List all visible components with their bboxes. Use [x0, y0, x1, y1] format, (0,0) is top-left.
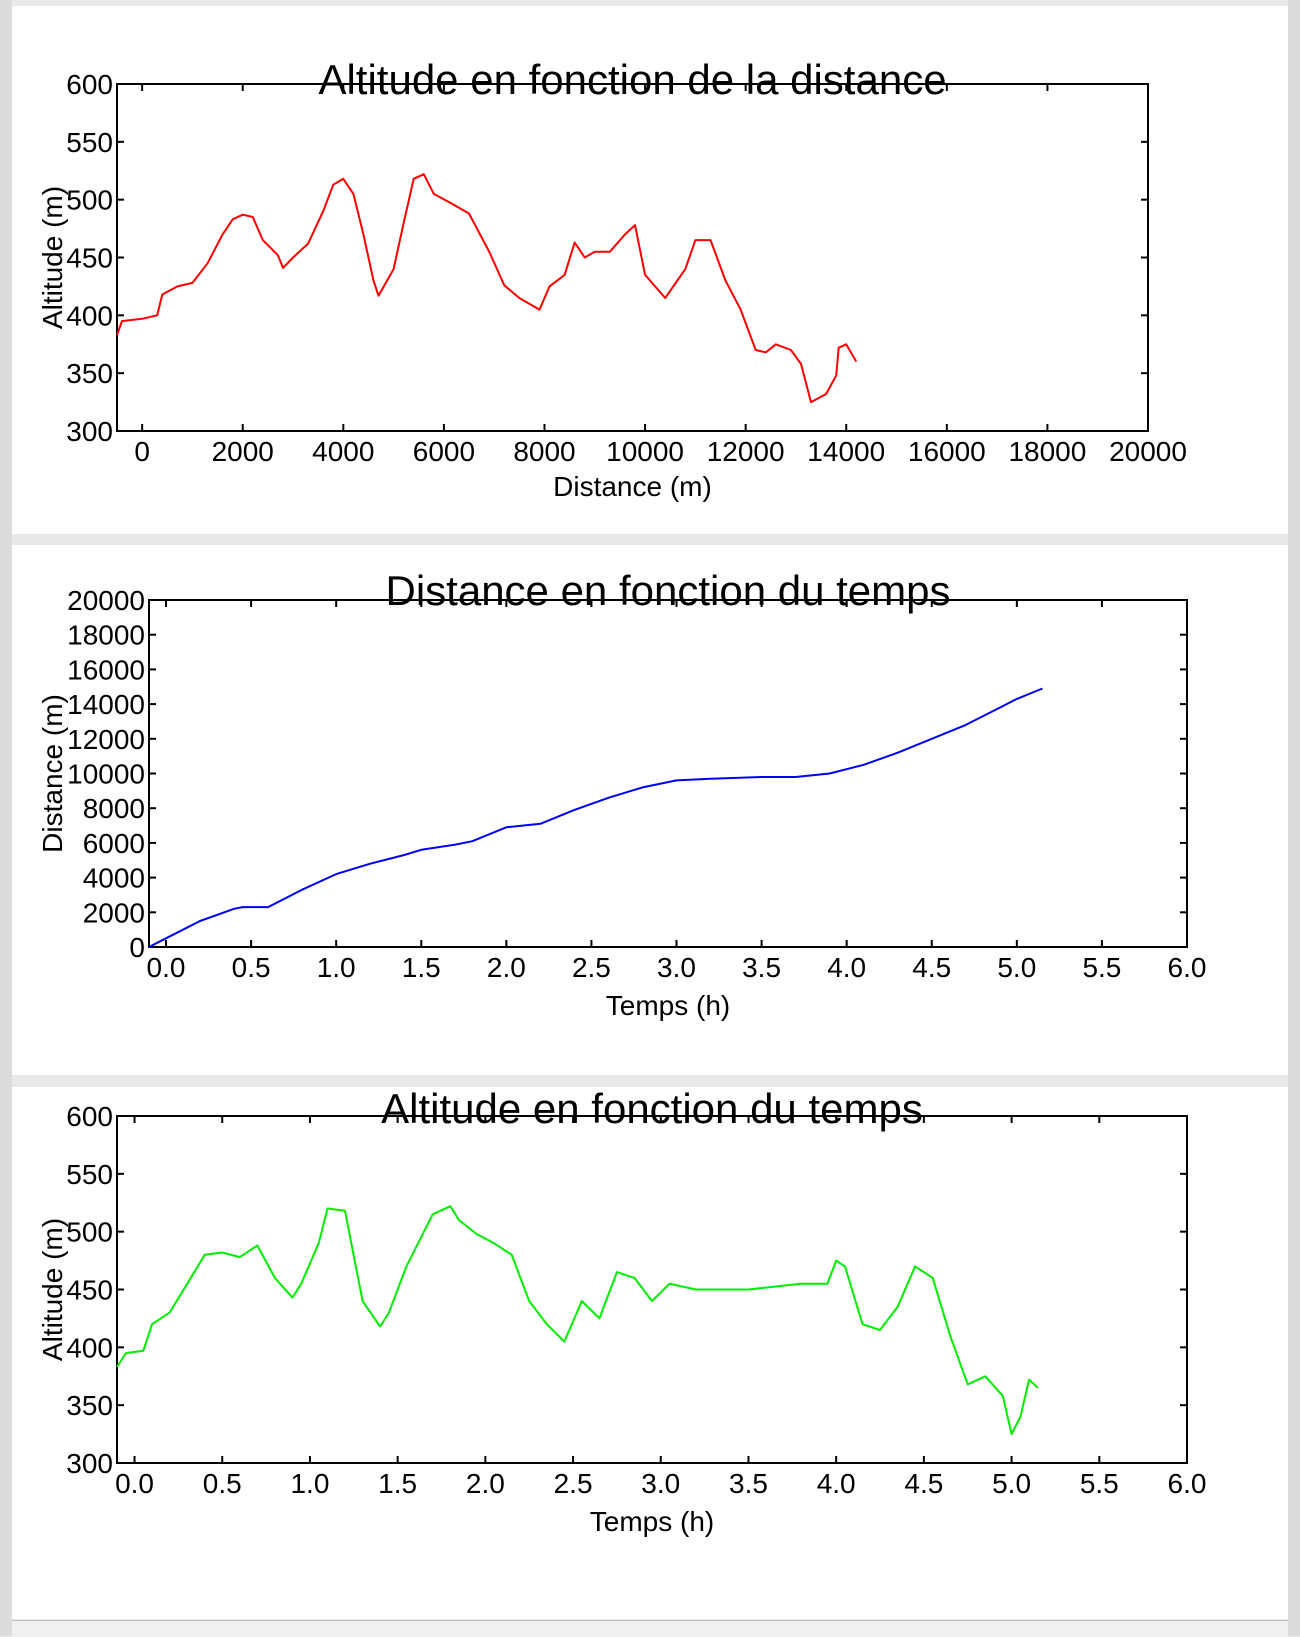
- x-tick-label: 4.0: [827, 952, 867, 983]
- y-tick-label: 500: [66, 1216, 113, 1248]
- x-tick-label: 0.5: [231, 952, 271, 983]
- y-tick-label: 4000: [82, 862, 145, 894]
- y-axis-label: Distance (m): [37, 694, 68, 853]
- chart-panel-altitude-time: [12, 1087, 1288, 1619]
- x-tick-label: 0.0: [146, 952, 186, 983]
- y-tick-label: 400: [66, 1332, 113, 1364]
- y-tick-label: 350: [66, 358, 113, 390]
- x-axis-label: Temps (h): [605, 990, 731, 1021]
- y-tick-label: 10000: [67, 758, 145, 790]
- y-axis-label: Altitude (m): [37, 1217, 68, 1362]
- y-tick-label: 16000: [67, 654, 145, 686]
- x-axis-label: Distance (m): [553, 471, 712, 502]
- series-line-altitude: [117, 1206, 1038, 1434]
- x-tick-label: 6000: [412, 436, 476, 467]
- chart-title: Distance en fonction du temps: [385, 567, 951, 614]
- x-tick-label: 2.5: [553, 1468, 593, 1499]
- x-tick-label: 5.0: [997, 952, 1037, 983]
- x-tick-label: 0.0: [115, 1468, 155, 1499]
- series-line-altitude: [117, 174, 856, 402]
- y-tick-label: 0: [129, 932, 145, 963]
- x-tick-label: 5.5: [1079, 1468, 1119, 1499]
- status-bar: [12, 1620, 1288, 1637]
- chart-title: Altitude en fonction de la distance: [318, 56, 947, 103]
- y-tick-label: 550: [66, 1158, 113, 1190]
- x-tick-label: 12000: [706, 436, 785, 467]
- x-tick-label: 4.5: [904, 1468, 944, 1499]
- y-tick-label: 300: [66, 1448, 113, 1479]
- y-tick-label: 2000: [82, 897, 145, 929]
- x-axis-label: Temps (h): [589, 1506, 715, 1537]
- x-tick-label: 6.0: [1167, 952, 1207, 983]
- x-tick-label: 3.0: [641, 1468, 681, 1499]
- x-tick-label: 16000: [907, 436, 986, 467]
- y-tick-label: 8000: [82, 793, 145, 825]
- y-tick-label: 600: [66, 1101, 113, 1132]
- chart-altitude-distance: [12, 6, 1288, 534]
- y-tick-label: 350: [66, 1390, 113, 1422]
- chart-distance-time: [12, 545, 1288, 1075]
- series-line-distance: [149, 689, 1042, 948]
- chart-altitude-time: [12, 1087, 1288, 1619]
- x-tick-label: 10000: [606, 436, 685, 467]
- x-tick-label: 8000: [513, 436, 576, 467]
- chart-title: Altitude en fonction du temps: [381, 1087, 923, 1132]
- plot-frame: [149, 600, 1187, 947]
- chart-panel-altitude-distance: [12, 6, 1288, 534]
- chart-panel-distance-time: [12, 545, 1288, 1075]
- x-tick-label: 14000: [807, 436, 886, 467]
- x-tick-label: 3.5: [729, 1468, 768, 1499]
- window-border-left: [0, 0, 12, 1636]
- x-tick-label: 4.5: [912, 952, 952, 983]
- y-tick-label: 6000: [82, 827, 145, 859]
- y-tick-label: 550: [66, 126, 113, 158]
- x-tick-label: 2.0: [486, 952, 526, 983]
- y-tick-label: 450: [66, 242, 113, 274]
- y-tick-label: 18000: [67, 619, 145, 651]
- x-tick-label: 0: [134, 436, 150, 467]
- x-tick-label: 5.0: [992, 1468, 1032, 1499]
- x-tick-label: 1.0: [290, 1468, 330, 1499]
- x-tick-label: 1.0: [316, 952, 356, 983]
- x-tick-label: 4.0: [816, 1468, 856, 1499]
- x-tick-label: 1.5: [401, 952, 441, 983]
- y-tick-label: 20000: [67, 585, 145, 616]
- x-tick-label: 18000: [1008, 436, 1087, 467]
- x-tick-label: 6.0: [1167, 1468, 1207, 1499]
- x-tick-label: 5.5: [1082, 952, 1122, 983]
- y-axis-label: Altitude (m): [37, 185, 68, 330]
- y-tick-label: 400: [66, 300, 113, 332]
- x-tick-label: 2.0: [465, 1468, 505, 1499]
- y-tick-label: 600: [66, 69, 113, 100]
- y-tick-label: 12000: [67, 723, 145, 755]
- plot-frame: [117, 84, 1148, 431]
- x-tick-label: 2.5: [571, 952, 611, 983]
- x-tick-label: 3.0: [657, 952, 696, 983]
- window-border-right: [1288, 0, 1300, 1636]
- x-tick-label: 0.5: [202, 1468, 242, 1499]
- plot-frame: [117, 1116, 1187, 1463]
- x-tick-label: 4000: [312, 436, 375, 467]
- x-tick-label: 1.5: [378, 1468, 418, 1499]
- x-tick-label: 20000: [1109, 436, 1187, 467]
- y-tick-label: 14000: [67, 689, 145, 721]
- x-tick-label: 3.5: [742, 952, 782, 983]
- x-tick-label: 2000: [211, 436, 274, 467]
- y-tick-label: 300: [66, 416, 113, 447]
- y-tick-label: 450: [66, 1274, 113, 1306]
- y-tick-label: 500: [66, 184, 113, 216]
